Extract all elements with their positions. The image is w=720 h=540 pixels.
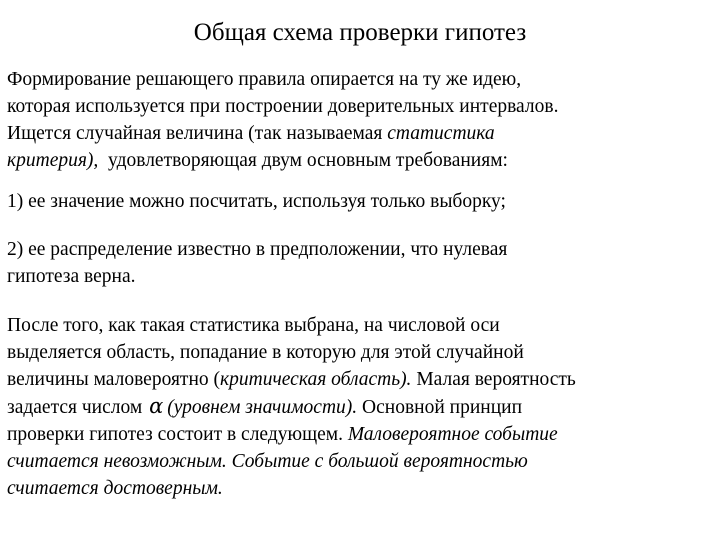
- intro-line-4-text: удовлетворяющая двум основным требованиям:: [98, 150, 508, 171]
- intro-line-4: [7, 147, 713, 174]
- requirement-1-text: 1) ее значение можно посчитать, используя только выборку;: [7, 191, 506, 212]
- requirement-1: [7, 188, 713, 215]
- term-critical-region: критическая область).: [220, 369, 412, 390]
- term-significance-level: (уровнем значимости).: [167, 397, 358, 418]
- after-line-3-tail: Малая вероятность: [411, 369, 576, 390]
- term-unlikely-event: Маловероятное событие: [347, 424, 558, 445]
- intro-line-1: Формирование решающего правила опирается на ту же идею,: [7, 69, 522, 90]
- after-line-5-text: проверки гипотез состоит в следующем.: [7, 424, 348, 445]
- after-line-4-text: задается числом: [7, 397, 148, 418]
- after-line-6: считается невозможным. Событие с большой вероятностью: [7, 451, 528, 472]
- after-line-4-tail: Основной принцип: [357, 397, 523, 418]
- intro-line-3: [7, 120, 713, 147]
- requirement-2: [7, 236, 713, 290]
- intro-paragraph: [7, 66, 713, 174]
- after-line-2: выделяется область, попадание в которую для этой случайной: [7, 342, 524, 363]
- after-line-3-text: величины маловероятно (: [7, 369, 221, 390]
- after-line-4: [7, 393, 713, 421]
- term-criterion: критерия),: [7, 150, 99, 171]
- term-statistic: статистика: [387, 123, 495, 144]
- critical-region-paragraph: [7, 312, 713, 502]
- alpha-symbol: α: [149, 394, 164, 418]
- after-line-1: После того, как такая статистика выбрана, на числовой оси: [7, 315, 500, 336]
- intro-line-3-text: Ищется случайная величина (так называемая: [7, 123, 388, 144]
- requirement-2-line-2: гипотеза верна.: [7, 266, 136, 287]
- requirement-2-line-1: 2) ее распределение известно в предположении, что нулевая: [7, 239, 508, 260]
- after-line-5: [7, 421, 713, 448]
- after-line-7: считается достоверным.: [7, 478, 223, 499]
- intro-line-2: которая используется при построении доверительных интервалов.: [7, 96, 559, 117]
- after-line-3: [7, 366, 713, 393]
- slide-title: Общая схема проверки гипотез: [193, 19, 527, 46]
